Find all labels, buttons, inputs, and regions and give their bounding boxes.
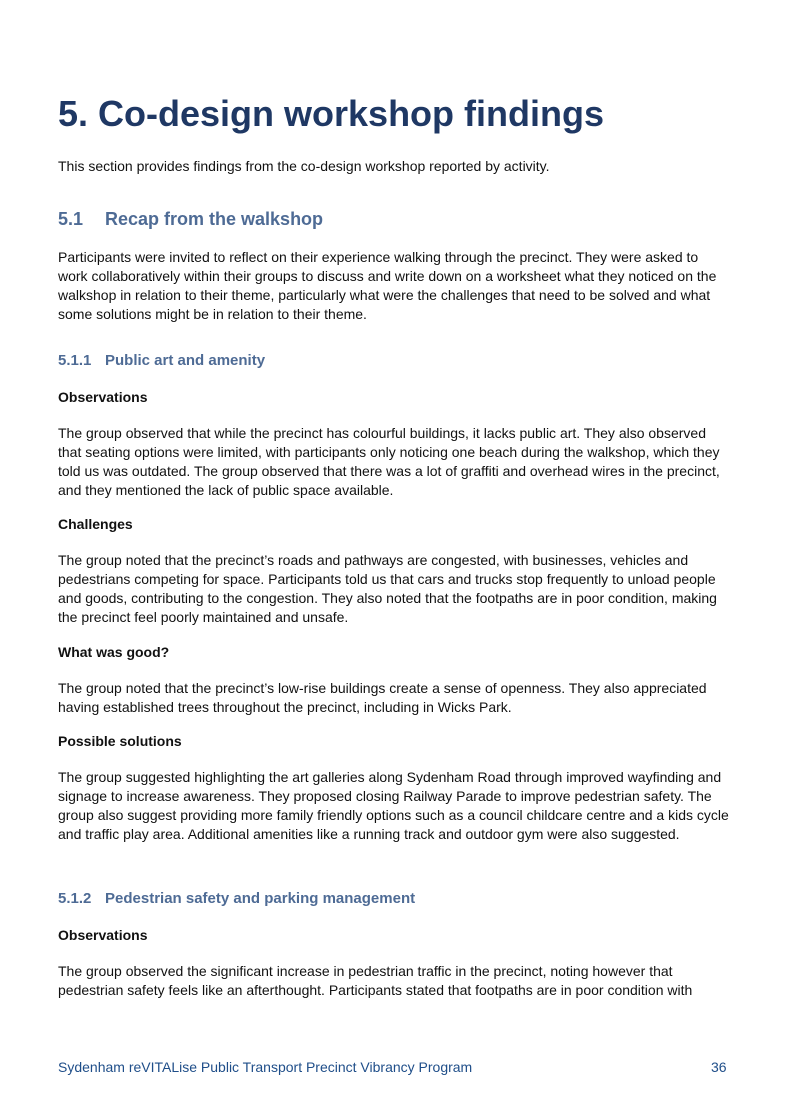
subsection-heading-text: Public art and amenity <box>105 352 266 369</box>
footer-page-number: 36 <box>711 1059 727 1075</box>
observations-paragraph: The group observed the significant increase in pedestrian traffic in the precinct, noting however that pedestrian safety feels like an afterthought. Participants stated that footpaths are in poor condition with <box>58 963 693 998</box>
challenges-paragraph: The group noted that the precinct’s roads and pathways are congested, with businesses, vehicles and pedestrians competing for space. Participants told us that cars and trucks stop frequently to unload people and goods, contributing to the congestion. They also noted that the footpaths are in poor condition, making the precinct feel poorly maintained and unsafe. <box>58 552 717 625</box>
observations-label: Observations <box>58 927 148 943</box>
intro-paragraph: This section provides findings from the co-design workshop reported by activity. <box>58 158 550 174</box>
section-number: 5.1 <box>58 209 84 229</box>
possible-solutions-label: Possible solutions <box>58 733 182 749</box>
what-was-good-label: What was good? <box>58 644 170 660</box>
subsection-heading-text: Pedestrian safety and parking management <box>105 890 416 907</box>
section-heading-5-1 <box>58 209 323 230</box>
recap-paragraph: Participants were invited to reflect on their experience walking through the precinct. They were asked to work collaboratively within their groups to discuss and write down on a worksheet what they noticed on the walkshop in relation to their theme, particularly what were the challenges that need to be solved and what some solutions might be in relation to their theme. <box>58 249 717 322</box>
page-title: 5. Co-design workshop findings <box>58 93 605 134</box>
section-heading-text: Recap from the walkshop <box>105 209 324 229</box>
subsection-number: 5.1.2 <box>58 890 92 907</box>
subsection-heading-5-1-2 <box>58 890 415 907</box>
what-was-good-paragraph: The group noted that the precinct’s low-rise buildings create a sense of openness. They also appreciated having established trees throughout the precinct, including in Wicks Park. <box>58 680 707 715</box>
challenges-label: Challenges <box>58 516 133 532</box>
observations-paragraph: The group observed that while the precinct has colourful buildings, it lacks public art. They also observed that seating options were limited, with participants only noticing one beach during the walkshop, which they told us was outdated. The group observed that there was a lot of graffiti and overhead wires in the precinct, and they mentioned the lack of public space available. <box>58 425 720 498</box>
subsection-heading-5-1-1 <box>58 352 265 369</box>
footer-program-name: Sydenham reVITALise Public Transport Precinct Vibrancy Program <box>58 1059 473 1075</box>
subsection-number: 5.1.1 <box>58 352 92 369</box>
possible-solutions-paragraph: The group suggested highlighting the art galleries along Sydenham Road through improved wayfinding and signage to increase awareness. They proposed closing Railway Parade to improve pedestrian safety. The group also suggest providing more family friendly options such as a council childcare centre and a kids cycle and traffic play area. Additional amenities like a running track and outdoor gym were also suggested. <box>58 769 729 842</box>
observations-label: Observations <box>58 389 148 405</box>
